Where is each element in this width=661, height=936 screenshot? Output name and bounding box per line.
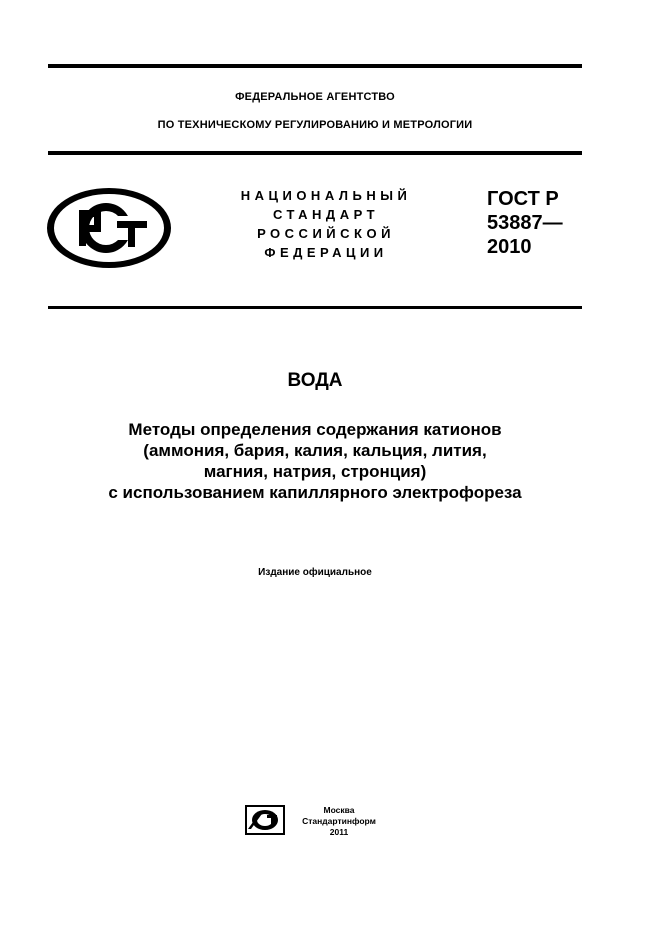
national-standard-line: НАЦИОНАЛЬНЫЙ [240,188,412,203]
publisher-year: 2011 [329,827,349,837]
standard-designation [487,187,563,259]
section-rule [48,306,582,309]
document-title: ВОДА [287,370,343,391]
subtitle-line: магния, натрия, стронция) [203,462,427,481]
document-subtitle [48,419,582,503]
subtitle-line: Методы определения содержания катионов [128,420,502,439]
edition-label: Издание официальное [258,567,372,578]
designation-line2: 53887— [487,212,563,234]
designation-line1: ГОСТ Р [487,188,559,210]
agency-name-line1: ФЕДЕРАЛЬНОЕ АГЕНТСТВО [235,91,395,103]
national-standard-label [210,186,442,262]
national-standard-line: ФЕДЕРАЦИИ [264,245,388,260]
header-rule [48,151,582,155]
subtitle-line: (аммония, бария, калия, кальция, лития, [143,441,487,460]
designation-line3: 2010 [487,236,532,258]
national-standard-line: СТАНДАРТ [272,207,380,222]
standartinform-logo-icon [245,805,285,835]
publisher-name: Стандартинформ [302,816,376,826]
top-rule [48,64,582,68]
agency-name-line2: ПО ТЕХНИЧЕСКОМУ РЕГУЛИРОВАНИЮ И МЕТРОЛОГИИ [157,119,473,131]
publisher-info [296,805,382,838]
national-standard-line: РОССИЙСКОЙ [257,226,395,241]
rst-emblem-icon [45,186,173,270]
subtitle-line: с использованием капиллярного электрофореза [108,483,522,502]
publisher-city: Москва [323,805,355,815]
